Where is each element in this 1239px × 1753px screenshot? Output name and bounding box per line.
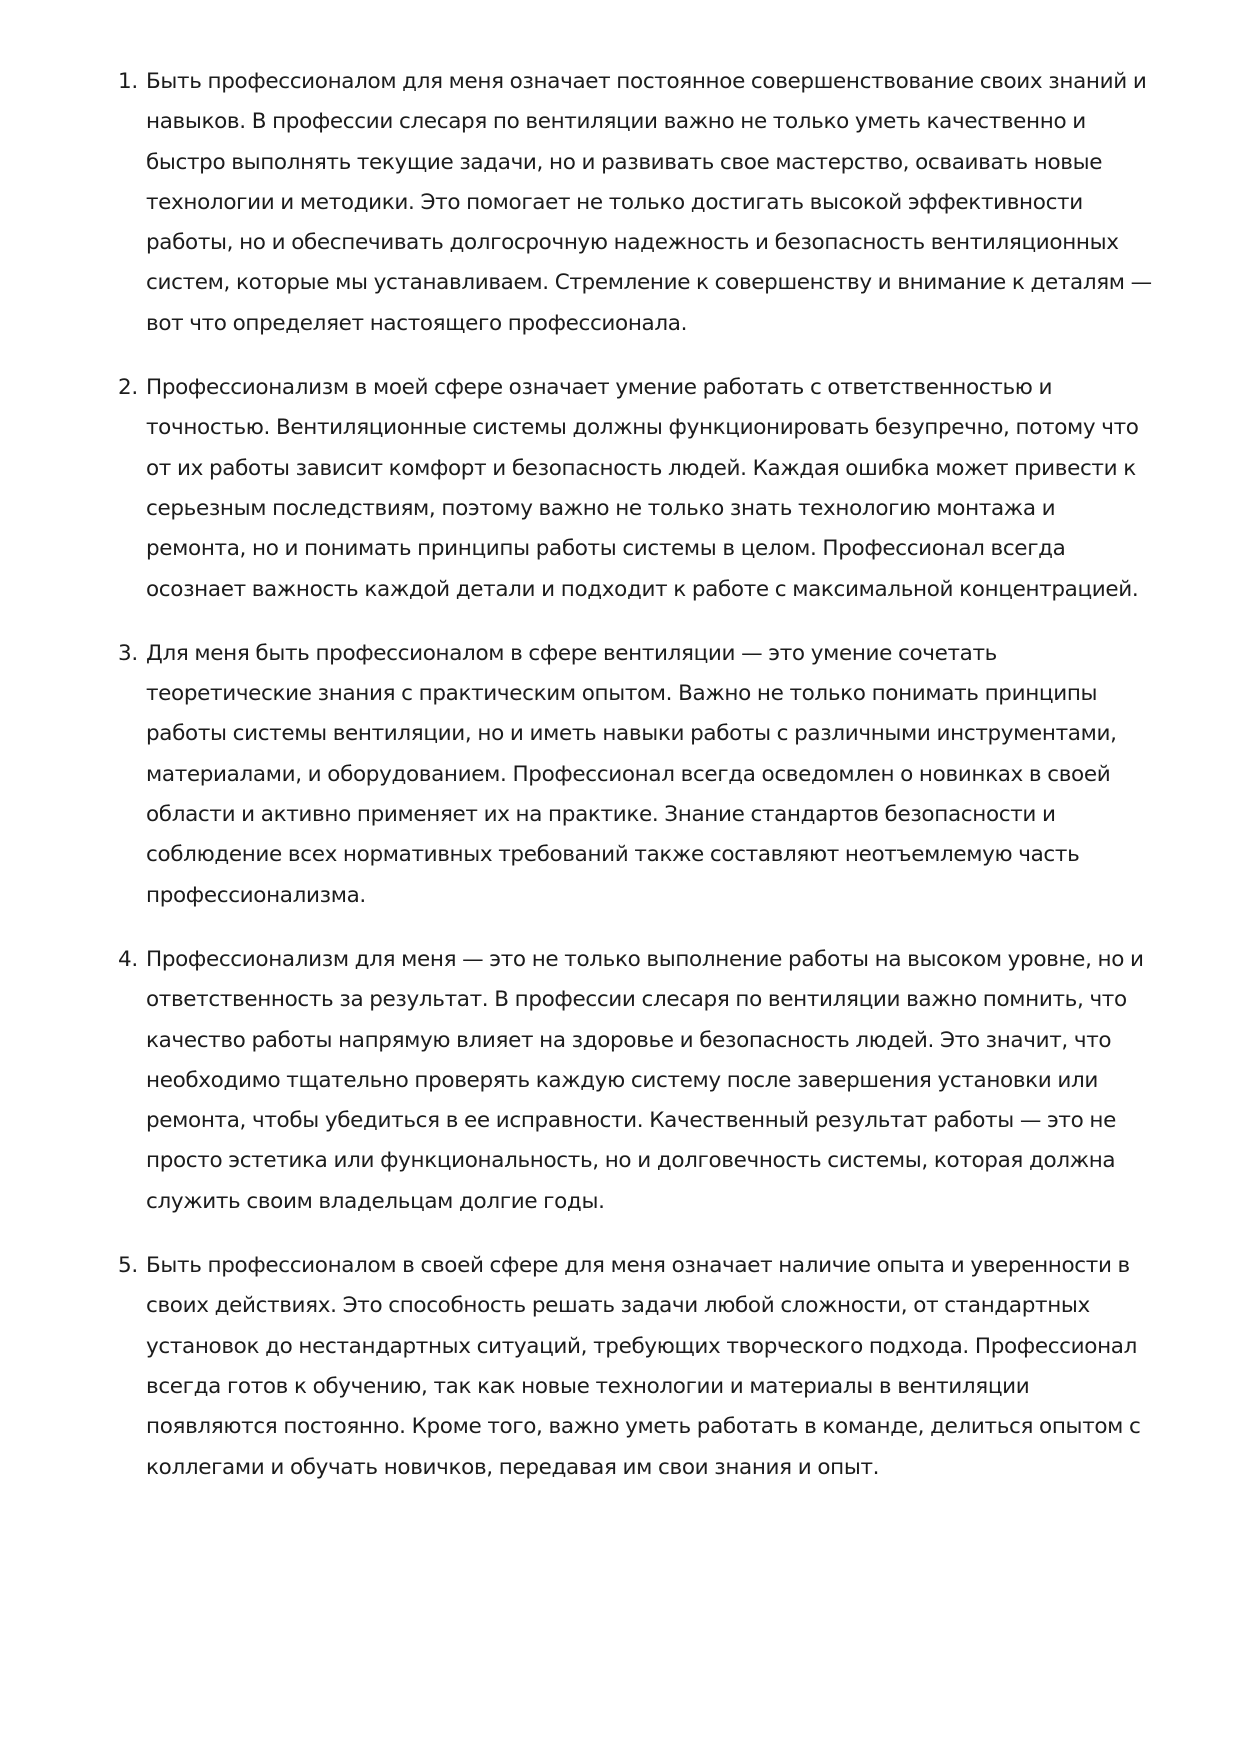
list-item — [118, 368, 1158, 610]
list-item — [118, 62, 1158, 344]
item-number: 2. — [118, 375, 138, 401]
numbered-list — [118, 62, 1158, 1512]
list-item — [118, 940, 1158, 1222]
item-number: 3. — [118, 640, 138, 666]
list-item — [118, 1246, 1158, 1488]
item-text: Быть профессионалом в своей сфере для меня означает наличие опыта и уверенности в своих действиях. Это способность решать задачи любой сложности, от стандартных установок до нестандартных ситуаций, требующих творческого подхода. Профессионал всегда готов к обучению, так как новые технологии и материалы в вентиляции появляются постоянно. Кроме того, важно уметь работать в команде, делиться опытом с коллегами и обучать новичков, передавая им свои знания и опыт. — [146, 1253, 1141, 1480]
item-number: 1. — [118, 69, 138, 94]
item-text: Для меня быть профессионалом в сфере вентиляции — это умение сочетать теоретические знания с практическим опытом. Важно не только понимать принципы работы системы вентиляции, но и иметь навыки работы с различными инструментами, материалами, и оборудованием. Профессионал всегда осведомлен о новинках в своей области и активно применяет их на практике. Знание стандартов безопасности и соблюдение всех нормативных требований также составляют неотъемлемую часть профессионализма. — [146, 640, 1117, 908]
item-number: 5. — [118, 1253, 138, 1279]
item-text: Профессионализм в моей сфере означает умение работать с ответственностью и точностью. Вентиляционные системы должны функционировать безупречно, потому что от их работы зависит комфорт и безопасность людей. Каждая ошибка может привести к серьезным последствиям, поэтому важно не только знать технологию монтажа и ремонта, но и понимать принципы работы системы в целом. Профессионал всегда осознает важность каждой детали и подходит к работе с максимальной концентрацией. — [146, 375, 1139, 602]
list-item — [118, 634, 1158, 916]
item-text: Профессионализм для меня — это не только выполнение работы на высоком уровне, но и ответственность за результат. В профессии слесаря по вентиляции важно помнить, что качество работы напрямую влияет на здоровье и безопасность людей. Это значит, что необходимо тщательно проверять каждую систему после завершения установки или ремонта, чтобы убедиться в ее исправности. Качественный результат работы — это не просто эстетика или функциональность, но и долговечность системы, которая должна служить своим владельцам долгие годы. — [146, 946, 1144, 1214]
item-number: 4. — [118, 946, 138, 972]
item-text: Быть профессионалом для меня означает постоянное совершенствование своих знаний и навыков. В профессии слесаря по вентиляции важно не только уметь качественно и быстро выполнять текущие задачи, но и развивать свое мастерство, осваивать новые технологии и методики. Это помогает не только достигать высокой эффективности работы, но и обеспечивать долгосрочную надежность и безопасность вентиляционных систем, которые мы устанавливаем. Стремление к совершенству и внимание к деталям — вот что определяет настоящего профессионала. — [146, 69, 1152, 336]
